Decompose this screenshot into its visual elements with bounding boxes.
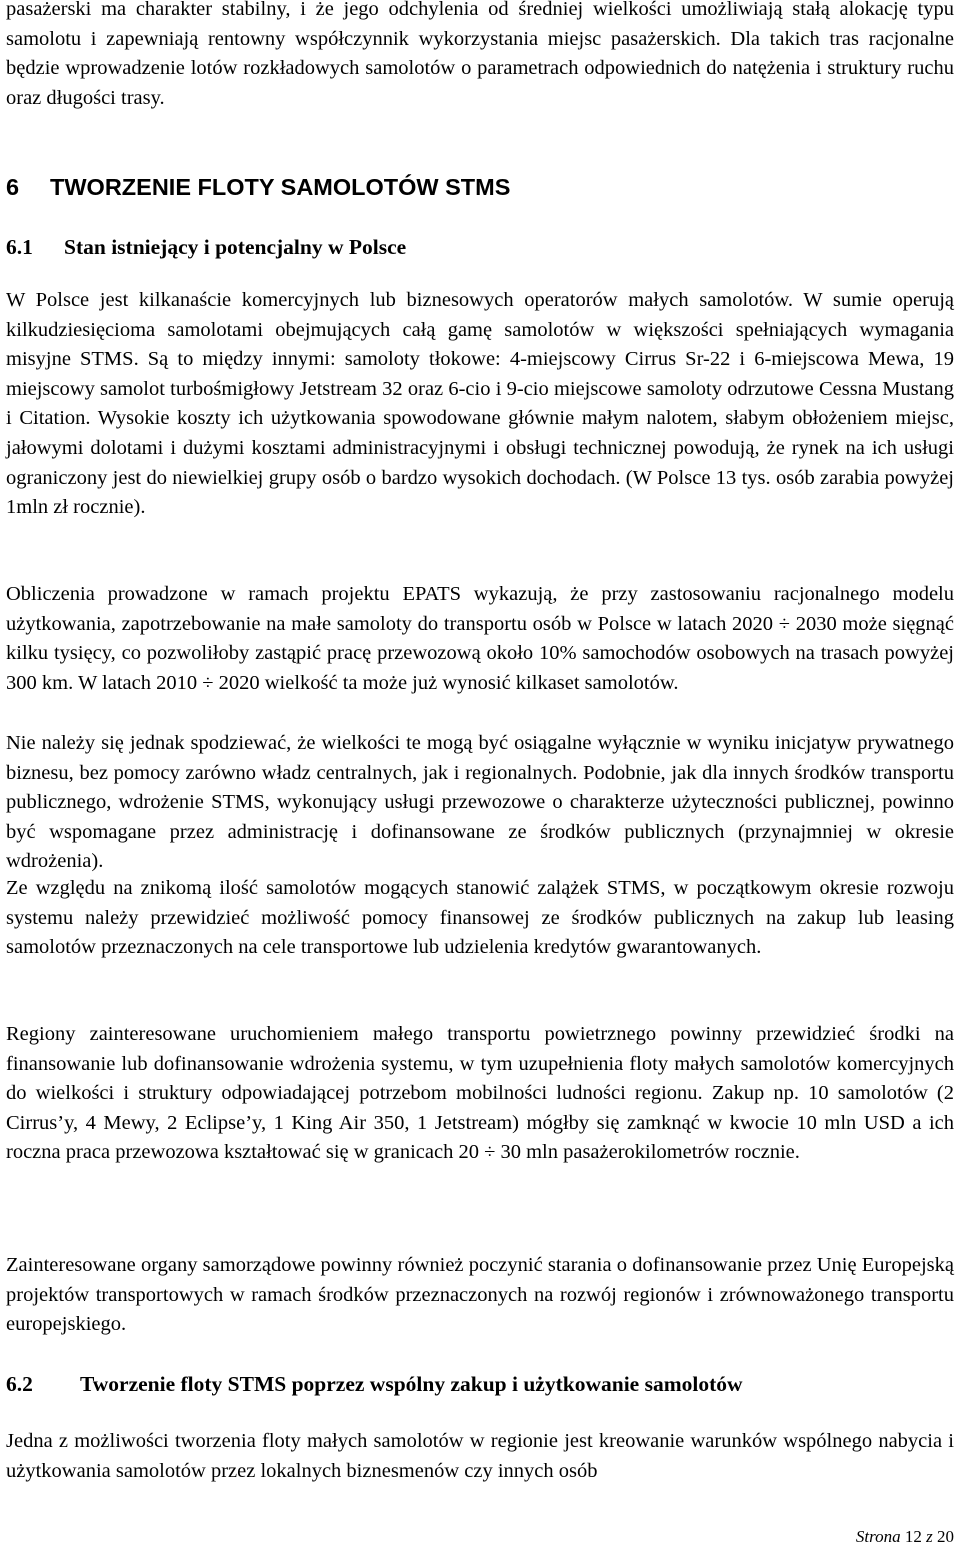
paragraph-eu-funding: Zainteresowane organy samorządowe powinny również poczynić starania o dofinansowanie przez Unię Europejską projektów transportowych w ramach środków przeznaczonych na rozwój regionów i zrównoważonego transportu europejskiego. [6, 1254, 954, 1336]
paragraph-intro: pasażerski ma charakter stabilny, i że jego odchylenia od średniej wielkości umożliwiają stałą alokację typu samolotu i zapewniają rentowny współczynnik wykorzystania miejsc pasażerskich. Dla takich tras racjonalne będzie wprowadzenie lotów rozkładowych samolotów o parametrach odpowiednich do natężenia i struktury ruchu oraz długości trasy. [6, 0, 954, 109]
paragraph-financing: Ze względu na znikomą ilość samolotów mogących stanowić zalążek STMS, w początkowym okresie rozwoju systemu należy przewidzieć możliwość pomocy finansowej ze środków publicznych na zakup lub leasing samolotów przeznaczonych na cele transportowe lub udzielenia kredytów gwarantowanych. [6, 877, 954, 959]
footer-page-number: 12 [904, 1527, 922, 1546]
paragraph-regions: Regiony zainteresowane uruchomieniem małego transportu powietrznego powinny przewidzieć środki na finansowanie lub dofinansowanie wdrożenia systemu, w tym uzupełnienia floty małych samolotów komercyjnych do wielkości i struktury odpowiadającej potrzebom mobilności ludności regionu. Zakup np. 10 samolotów (2 Cirrus’y, 4 Mewy, 2 Eclipse’y, 1 King Air 350, 1 Jetstream) mógłby się zamknąć w kwocie 10 mln USD a ich roczna praca przewozowa kształtować się w granicach 20 ÷ 30 mln pasażerokilometrów rocznie. [6, 1023, 954, 1164]
subsection-number: 6.2 [6, 1372, 33, 1396]
footer-page-total: 20 [937, 1527, 954, 1546]
footer-separator: z [926, 1527, 933, 1546]
footer-prefix: Strona [855, 1527, 901, 1546]
paragraph-public-support: Nie należy się jednak spodziewać, że wielkości te mogą być osiągalne wyłącznie w wyniku inicjatyw prywatnego biznesu, bez pomocy zarówno władz centralnych, jak i regionalnych. Podobnie, jak dla innych środków transportu publicznego, wdrożenie STMS, wykonujący usługi przewozowe o charakterze użyteczności publicznej, powinno być wspomagane przez administrację i dofinansowane ze środków publicznych (przynajmniej w okresie wdrożenia). [6, 732, 954, 873]
section-number: 6 [6, 174, 20, 200]
paragraph-epats: Obliczenia prowadzone w ramach projektu EPATS wykazują, że przy zastosowaniu racjonalnego modelu użytkowania, zapotrzebowanie na małe samoloty do transportu osób w Polsce w latach 2020 ÷ 2030 może sięgnąć kilku tysięcy, co pozwoliłoby zastąpić pracę przewozową około 10% samochodów osobowych na trasach powyżej 300 km. W latach 2010 ÷ 2020 wielkość ta może już wynosić kilkaset samolotów. [6, 583, 954, 694]
subsection-heading-6-2 [6, 1369, 743, 1399]
paragraph-joint-purchase: Jedna z możliwości tworzenia floty małych samolotów w regionie jest kreowanie warunków wspólnego nabycia i użytkowania samolotów przez lokalnych biznesmenów czy innych osób [6, 1430, 954, 1482]
paragraph-operators: W Polsce jest kilkanaście komercyjnych lub biznesowych operatorów małych samolotów. W sumie operują kilkudziesięcioma samolotami obejmujących całą gamę samolotów w większości spełniających wymagania misyjne STMS. Są to między innymi: samoloty tłokowe: 4-miejscowy Cirrus Sr-22 i 6-miejscowa Mewa, 19 miejscowy samolot turbośmigłowy Jetstream 32 oraz 6-cio i 9-cio miejscowe samoloty odrzutowe Cessna Mustang i Citation. Wysokie koszty ich użytkowania spowodowane głównie małym nalotem, słabym obłożeniem miejsc, jałowymi dolotami i dużymi kosztami administracyjnymi i obsługi technicznej powodują, że rynek na ich usługi ograniczony jest do niewielkiej grupy osób o bardzo wysokich dochodach. (W Polsce 13 tys. osób zarabia powyżej 1mln zł rocznie). [6, 289, 954, 519]
section-heading-6 [6, 172, 510, 202]
subsection-title: Stan istniejący i potencjalny w Polsce [64, 235, 407, 259]
subsection-heading-6-1 [6, 232, 406, 262]
subsection-number: 6.1 [6, 235, 33, 259]
page-footer [856, 1527, 954, 1547]
subsection-title: Tworzenie floty STMS poprzez wspólny zakup i użytkowanie samolotów [80, 1372, 743, 1396]
section-title: TWORZENIE FLOTY SAMOLOTÓW STMS [50, 174, 511, 200]
